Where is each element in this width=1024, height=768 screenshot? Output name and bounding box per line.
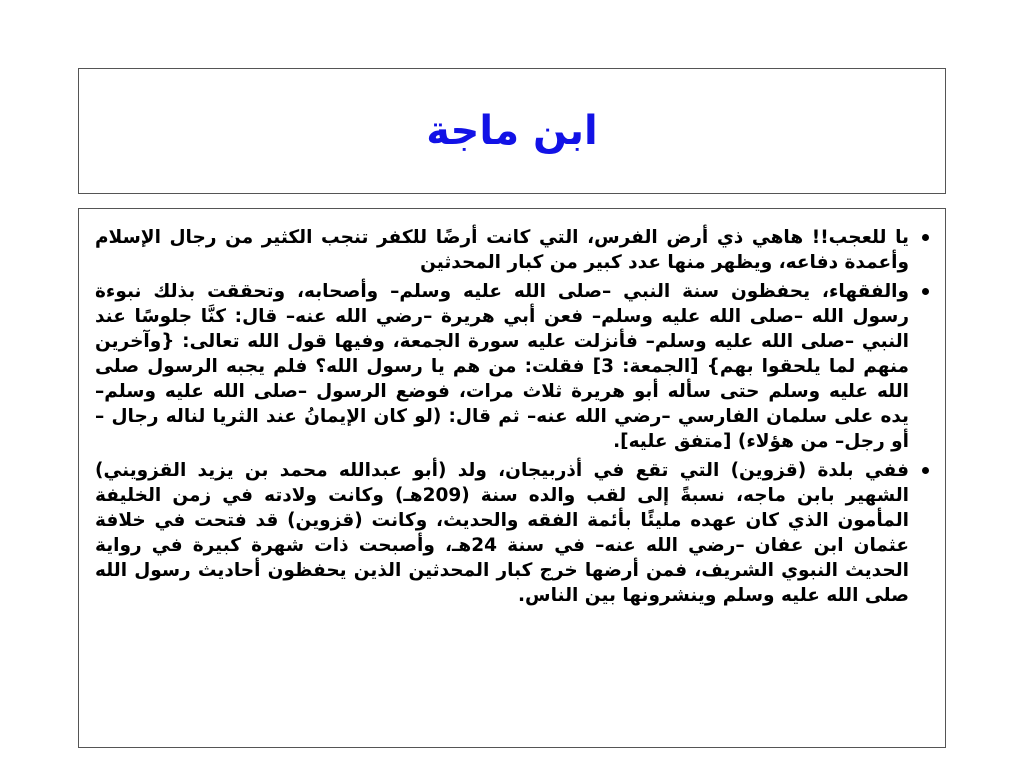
bullet-dot-icon (922, 288, 929, 295)
bullet-item (95, 458, 909, 608)
bullet-dot-icon (922, 467, 929, 474)
bullet-text: ففي بلدة (قزوين) التي تقع في أذربيجان، ولد (أبو عبدالله محمد بن يزيد القزويني) الشهير بابن ماجه، نسبةً إلى لقب والده سنة (209هـ) وكانت ولادته في زمن الخليفة المأمون الذي كان عهده مليئًا بأئمة الفقه والحديث، وكانت (قزوين) قد فتحت في خلافة عثمان ابن عفان –رضي الله عنه– في سنة 24هـ، وأصبحت ذات شهرة كبيرة في رواية الحديث النبوي الشريف، فمن أرضها خرج كبار المحدثين الذين يحفظون أحاديث رسول الله صلى الله عليه وسلم وينشرونها بين الناس. (95, 460, 909, 606)
bullet-list (95, 225, 931, 608)
title-box (78, 68, 946, 194)
bullet-item (95, 279, 909, 454)
bullet-text: يا للعجب!! هاهي ذي أرض الفرس، التي كانت أرضًا للكفر تنجب الكثير من رجال الإسلام وأعمدة دفاعه، ويظهر منها عدد كبير من كبار المحدثين (95, 227, 909, 273)
bullet-dot-icon (922, 234, 929, 241)
bullet-text: والفقهاء، يحفظون سنة النبي –صلى الله عليه وسلم– وأصحابه، وتحققت بذلك نبوءة رسول الله –صلى الله عليه وسلم– فعن أبي هريرة –رضي الله عنه– قال: كنَّا جلوسًا عند النبي –صلى الله عليه وسلم– فأنزلت عليه سورة الجمعة، وفيها قول الله تعالى: {وآخرين منهم لما يلحقوا بهم} [الجمعة: 3] فقلت: من هم يا رسول الله؟ فلم يجبه الرسول صلى الله عليه وسلم حتى سأله أبو هريرة ثلاث مرات، فوضع الرسول –صلى الله عليه وسلم– يده على سلمان الفارسي –رضي الله عنه– ثم قال: (لو كان الإيمانُ عند الثريا لناله رجال –أو رجل– من هؤلاء) [متفق عليه]. (95, 281, 909, 452)
bullet-item (95, 225, 909, 275)
content-box (78, 208, 946, 748)
slide-title: ابن ماجة (426, 108, 598, 154)
